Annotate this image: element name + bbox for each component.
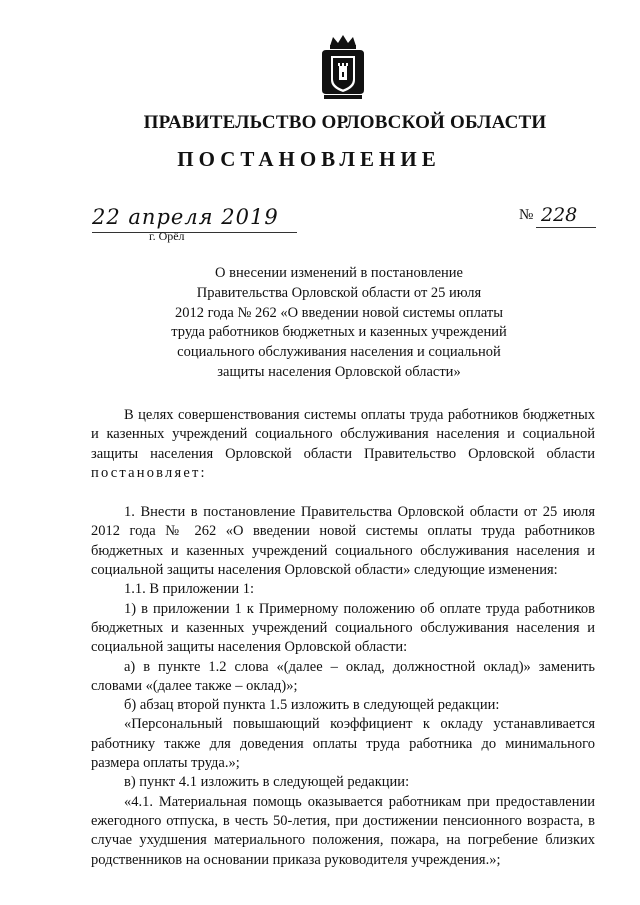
organization-name: ПРАВИТЕЛЬСТВО ОРЛОВСКОЙ ОБЛАСТИ: [143, 112, 547, 133]
preamble-emphasis: постановляет:: [91, 464, 207, 481]
number-underline: [536, 227, 596, 228]
body-paragraph: а) в пункте 1.2 слова «(далее – оклад, должностной оклад)» заменить словами «(далее также – оклад)»;: [91, 658, 595, 694]
coat-of-arms-emblem: [318, 32, 368, 102]
subject-line: 2012 года № 262 «О введении новой системы оплаты: [175, 304, 503, 321]
body-paragraph: 1. Внести в постановление Правительства Орловской области от 25 июля 2012 года № 262 «О введении новой системы оплаты труда работников бюджетных и казенных учреждений социального обслуживания населения и социальной защиты населения Орловской области» следующие изменения:: [91, 504, 595, 579]
handwritten-number: 228: [541, 204, 578, 226]
number-label: №: [519, 207, 534, 223]
handwritten-date: [92, 205, 279, 229]
subject-line: социального обслуживания населения и социальной: [177, 344, 501, 361]
preamble-text: В целях совершенствования системы оплаты труда работников бюджетных и казенных учреждений социального обслуживания населения и социальной защиты населения Орловской области Правительство Орловской области: [91, 407, 595, 462]
subject-line: защиты населения Орловской области»: [217, 363, 461, 380]
handwritten-date-text: 22 апреля 2019: [92, 205, 279, 229]
body-paragraph: б) абзац второй пункта 1.5 изложить в следующей редакции:: [124, 697, 500, 714]
body-paragraph: «Персональный повышающий коэффициент к окладу устанавливается работнику также для доведения оплаты труда работника до минимального размера оплаты труда.»;: [91, 716, 595, 772]
subject-line: О внесении изменений в постановление: [215, 265, 463, 281]
subject-line: Правительства Орловской области от 25 июля: [196, 284, 482, 301]
date-underline: [92, 232, 297, 233]
document-body: [91, 406, 595, 870]
preamble-paragraph: [91, 406, 595, 483]
city-label: г. Орёл: [149, 229, 185, 243]
subject-line: труда работников бюджетных и казенных учреждений: [171, 324, 507, 341]
body-paragraph: 1) в приложении 1 к Примерному положению об оплате труда работников бюджетных и казенных учреждений социального обслуживания населения и социальной защиты населения Орловской области:: [91, 600, 595, 656]
body-paragraph: «4.1. Материальная помощь оказывается работникам при предоставлении ежегодного отпуска, в честь 50-летия, при достижении пенсионного возраста, в случае ухудшения материального положения, пожара, на погребение близких родственников на основании приказа руководителя учреждения.»;: [91, 793, 595, 868]
document-subject: [150, 264, 528, 383]
document-type-title: ПОСТАНОВЛЕНИЕ: [177, 147, 441, 171]
body-paragraph: в) пункт 4.1 изложить в следующей редакции:: [124, 774, 410, 791]
body-paragraph: 1.1. В приложении 1:: [124, 581, 255, 598]
